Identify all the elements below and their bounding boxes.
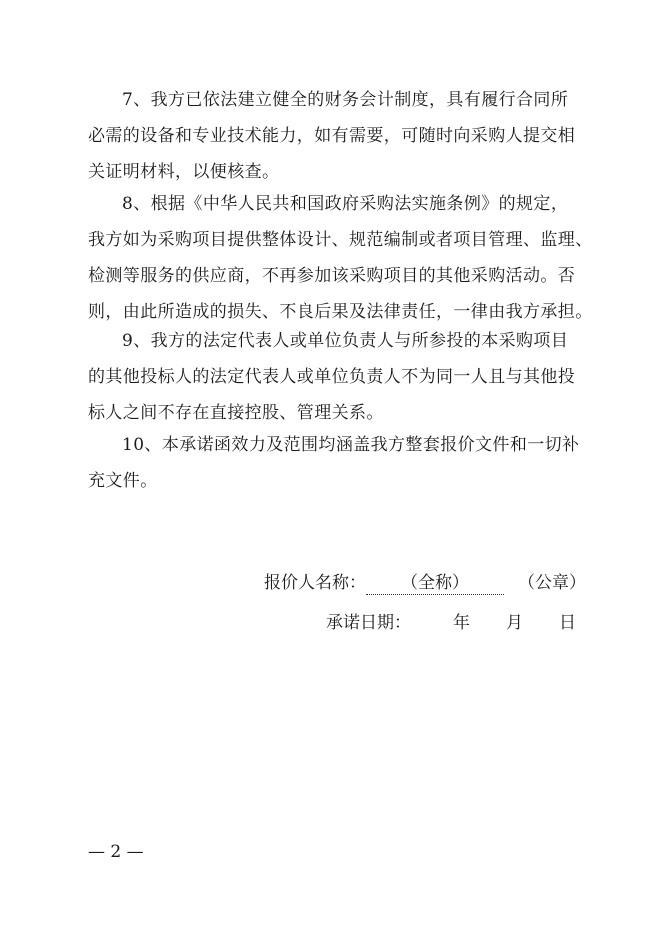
bidder-name-field [366, 573, 504, 595]
bidder-name-row [264, 573, 586, 595]
seal-label: （公章） [518, 573, 586, 593]
paragraph-line: 9、我方的法定代表人或单位负责人与所参投的本采购项目 [122, 331, 569, 351]
commitment-date-row [326, 613, 576, 633]
bidder-name-value: （全称） [401, 573, 469, 593]
paragraph-line: 7、我方已依法建立健全的财务会计制度，具有履行合同所 [122, 90, 569, 110]
page-number: — 2 — [88, 842, 144, 862]
paragraph-line: 必需的设备和专业技术能力，如有需要，可随时向采购人提交相 [88, 126, 576, 146]
paragraph-line: 的其他投标人的法定代表人或单位负责人不为同一人且与其他投 [88, 367, 576, 387]
paragraph-line: 8、根据《中华人民共和国政府采购法实施条例》的规定， [122, 194, 569, 214]
bidder-name-label: 报价人名称： [264, 573, 366, 593]
paragraph-line: 关证明材料，以便核查。 [88, 162, 280, 182]
paragraph-line: 我方如为采购项目提供整体设计、规范编制或者项目管理、监理、 [88, 230, 593, 250]
date-day-label: 日 [559, 613, 576, 633]
commitment-date-label: 承诺日期： [326, 613, 411, 633]
date-year-label: 年 [453, 613, 470, 633]
paragraph-line: 则，由此所造成的损失、不良后果及法律责任，一律由我方承担。 [88, 302, 593, 322]
paragraph-line: 检测等服务的供应商，不再参加该采购项目的其他采购活动。否 [88, 266, 576, 286]
paragraph-line: 10、本承诺函效力及范围均涵盖我方整套报价文件和一切补 [122, 435, 580, 455]
paragraph-line: 标人之间不存在直接控股、管理关系。 [88, 403, 384, 423]
date-month-label: 月 [506, 613, 523, 633]
paragraph-line: 充文件。 [88, 471, 158, 491]
